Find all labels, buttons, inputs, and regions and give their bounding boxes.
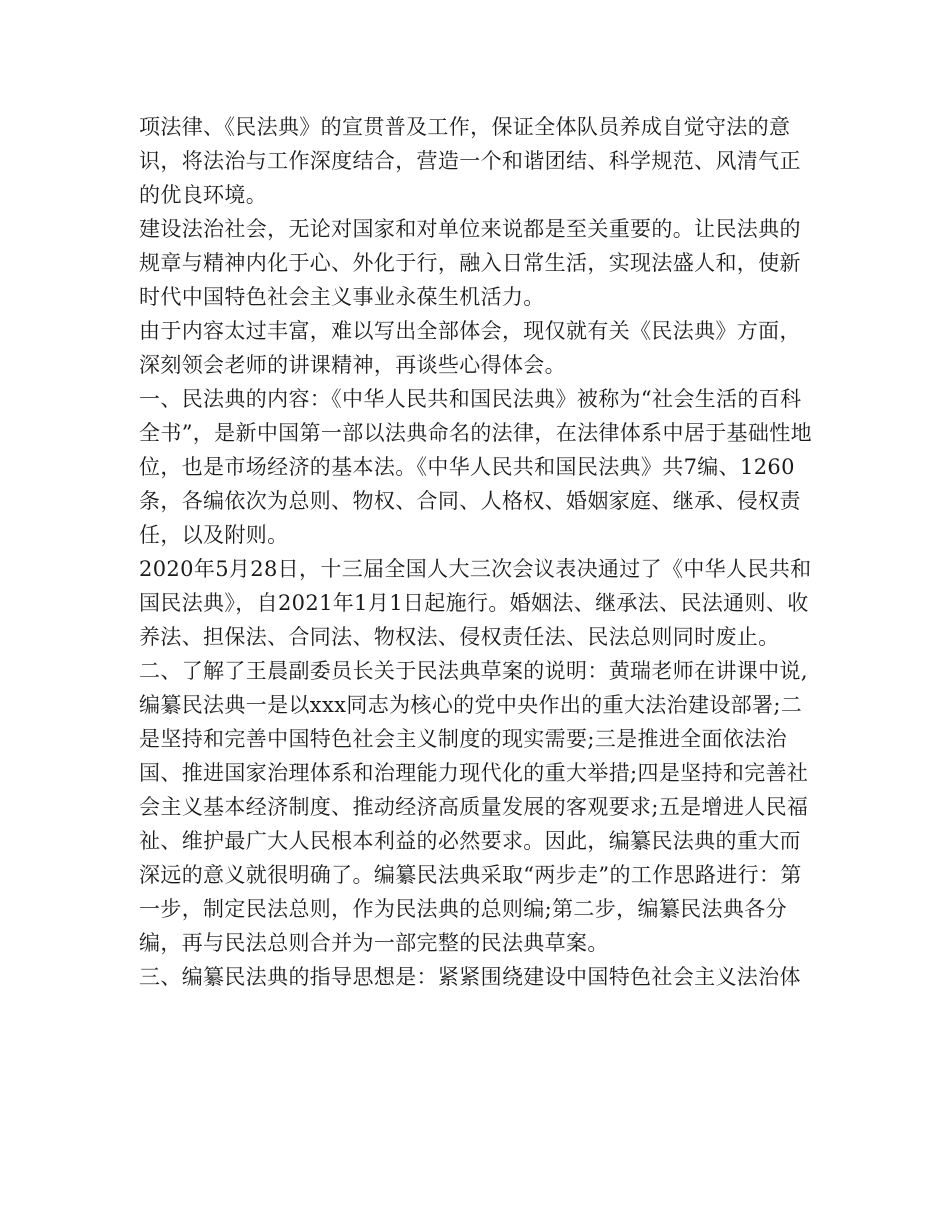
paragraph-section-two: 二、了解了王晨副委员长关于民法典草案的说明：黄瑞老师在讲课中说,编纂民法典一是以xxx同志为核心的党中央作出的重大法治建设部署;二是坚持和完善中国特色社会主义制度的现实需要;三是推进全面依法治国、推进国家治理体系和治理能力现代化的重大举措;四是坚持和完善社会主义基本经济制度、推动经济高质量发展的客观要求;五是增进人民福祉、维护最广大人民根本利益的必然要求。因此，编纂民法典的重大而深远的意义就很明确了。编纂民法典采取“两步走”的工作思路进行：第一步，制定民法总则，作为民法典的总则编;第二步，编纂民法典各分编，再与民法总则合并为一部完整的民法典草案。 — [139, 659, 809, 955]
paragraph-publicity: 项法律、《民法典》的宣贯普及工作，保证全体队员养成自觉守法的意识，将法治与工作深度结合，营造一个和谐团结、科学规范、风清气正的优良环境。 — [139, 115, 801, 207]
paragraph-section-one: 一、民法典的内容：《中华人民共和国民法典》被称为“社会生活的百科全书”，是新中国第一部以法典命名的法律，在法律体系中居于基础性地位，也是市场经济的基本法。《中华人民共和国民法典》共7编、1260条，各编依次为总则、物权、合同、人格权、婚姻家庭、继承、侵权责任，以及附则。 — [139, 387, 812, 547]
document-body — [139, 110, 819, 994]
paragraph-adoption-date: 2020年5月28日，十三届全国人大三次会议表决通过了《中华人民共和国民法典》，自2021年1月1日起施行。婚姻法、继承法、民法通则、收养法、担保法、合同法、物权法、侵权责任法、民法总则同时废止。 — [139, 557, 812, 649]
paragraph-intro: 由于内容太过丰富，难以写出全部体会，现仅就有关《民法典》方面，深刻领会老师的讲课精神，再谈些心得体会。 — [139, 319, 801, 377]
paragraph-section-three: 三、编纂民法典的指导思想是：紧紧围绕建设中国特色社会主义法治体 — [139, 965, 801, 989]
paragraph-rule-of-law-society: 建设法治社会，无论对国家和对单位来说都是至关重要的。让民法典的规章与精神内化于心、外化于行，融入日常生活，实现法盛人和，使新时代中国特色社会主义事业永葆生机活力。 — [139, 217, 801, 309]
